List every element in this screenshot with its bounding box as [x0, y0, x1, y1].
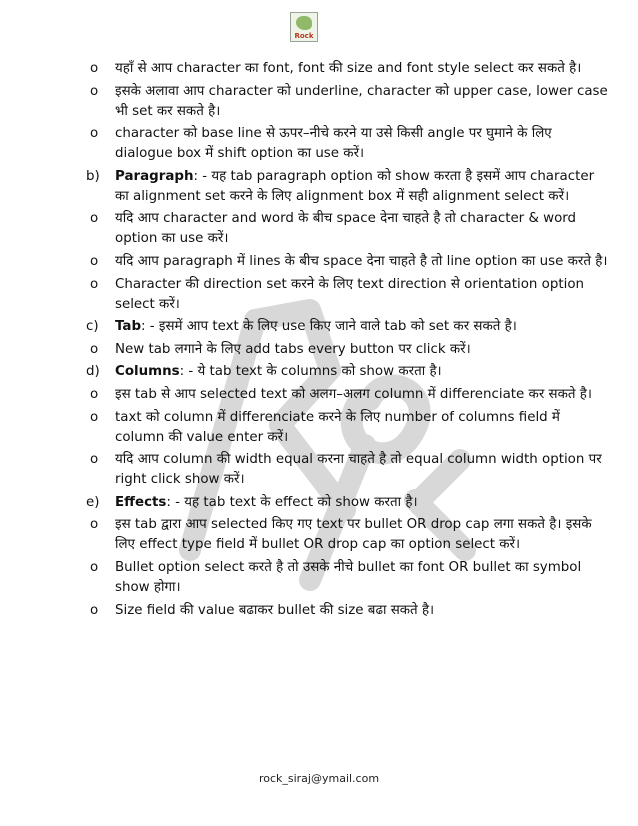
- bullet-item: [90, 59, 610, 79]
- item-text: taxt को column में differenciate करने के लिए number of columns field में column की value enter करें।: [115, 409, 560, 445]
- leaf-icon: [296, 16, 312, 30]
- footer-email: rock_siraj@ymail.com: [258, 772, 380, 785]
- item-text: इस tab से आप selected text को अलग–अलग column में differenciate कर सकते है।: [115, 386, 592, 402]
- bullet-item: [90, 252, 610, 272]
- bullet-item: [90, 82, 610, 122]
- logo-text: Rock: [294, 32, 314, 40]
- section-heading: Effects: [115, 494, 167, 510]
- section-heading: Paragraph: [115, 168, 194, 184]
- bullet-marker: o: [90, 276, 99, 292]
- bullet-item: [90, 124, 610, 164]
- bullet-item: [90, 209, 610, 249]
- item-text: : - यह tab text के effect को show करता है।: [166, 494, 418, 510]
- item-text: character को base line से ऊपर–नीचे करने या उसे किसी angle पर घुमाने के लिए dialogue box में shift option का use करें।: [115, 126, 552, 162]
- bullet-item: [90, 275, 610, 315]
- section-heading-item: [86, 317, 610, 337]
- item-text: इस tab द्वारा आप selected किए गए text पर bullet OR drop cap लगा सकते है। इसके लिए effect type field में bullet OR drop cap का option select करें।: [115, 517, 592, 553]
- section-heading: Tab: [115, 319, 142, 335]
- bullet-item: [90, 558, 610, 598]
- bullet-marker: o: [90, 386, 99, 402]
- item-text: Character की direction set करने के लिए text direction से orientation option select करें।: [115, 276, 585, 312]
- section-letter: b): [86, 168, 100, 184]
- section-heading-item: [86, 493, 610, 513]
- bullet-marker: o: [90, 409, 99, 425]
- bullet-item: [90, 515, 610, 555]
- logo-image: [290, 12, 318, 42]
- section-heading: Columns: [115, 364, 180, 380]
- bullet-item: [90, 601, 610, 621]
- bullet-marker: o: [90, 126, 99, 142]
- item-text: Bullet option select करते है तो उसके नीचे bullet का font OR bullet का symbol show होगा।: [115, 559, 582, 595]
- item-text: यदि आप character and word के बीच space देना चाहते है तो character & word option का use करें।: [115, 211, 577, 247]
- item-text: यदि आप paragraph में lines के बीच space देना चाहते है तो line option का use करते है।: [115, 253, 608, 269]
- bullet-marker: o: [90, 559, 99, 575]
- bullet-item: [90, 450, 610, 490]
- section-heading-item: [86, 167, 610, 207]
- bullet-item: [90, 340, 610, 360]
- item-text: : - ये tab text के columns को show करता है।: [179, 364, 442, 380]
- item-text: New tab लगाने के लिए add tabs every button पर click करें।: [115, 341, 471, 357]
- item-text: यदि आप column की width equal करना चाहते है तो equal column width option पर right click show करें।: [115, 452, 602, 488]
- bullet-marker: o: [90, 83, 99, 99]
- section-heading-item: [86, 362, 610, 382]
- bullet-marker: o: [90, 61, 99, 76]
- bullet-marker: o: [90, 602, 99, 618]
- document-body: [86, 59, 610, 621]
- bullet-marker: o: [90, 211, 99, 227]
- item-text: Size field की value बढाकर bullet की size बढा सकते है।: [115, 602, 435, 618]
- item-text: यहाँ से आप character का font, font की size and font style select कर सकते है।: [115, 61, 582, 76]
- item-text: : - इसमें आप text के लिए use किए जाने वाले tab को set कर सकते है।: [141, 319, 517, 335]
- bullet-marker: o: [90, 341, 99, 357]
- bullet-marker: o: [90, 253, 99, 269]
- bullet-marker: o: [90, 517, 99, 533]
- section-letter: c): [86, 319, 99, 335]
- item-text: इसके अलावा आप character को underline, character को upper case, lower case भी set कर सकते है।: [115, 83, 608, 119]
- section-letter: d): [86, 364, 100, 380]
- bullet-item: [90, 408, 610, 448]
- bullet-item: [90, 385, 610, 405]
- item-text: : - यह tab paragraph option को show करता है इसमें आप character का alignment set करने के लिए alignment box में सही alignment select करें।: [115, 168, 595, 204]
- bullet-marker: o: [90, 452, 99, 468]
- section-letter: e): [86, 494, 100, 510]
